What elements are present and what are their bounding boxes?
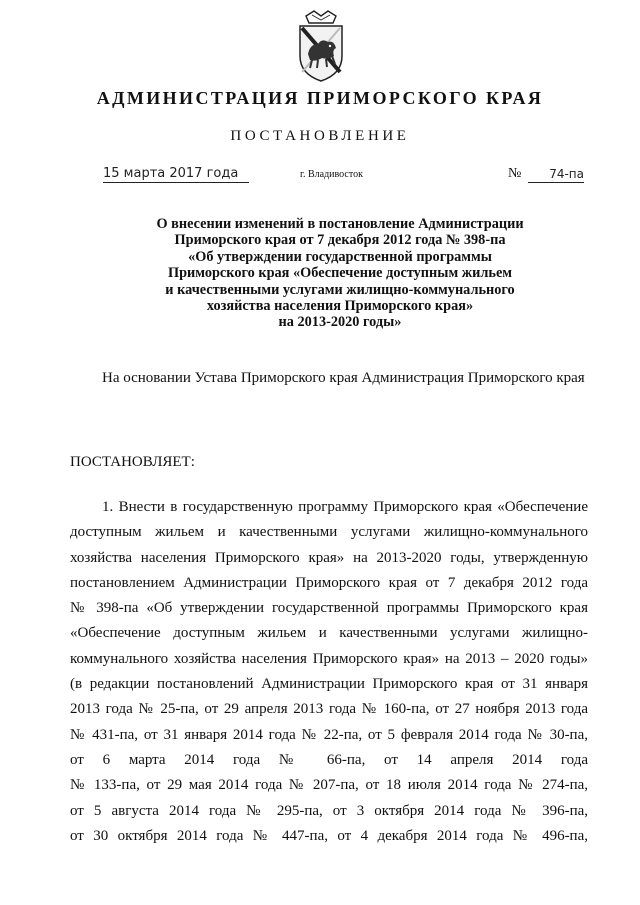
paragraph-line: доступным жильем и качественными услугами жилищно-коммунального	[70, 524, 588, 541]
paragraph-line: коммунального хозяйства населения Приморского края» на 2013 – 2020 годы»	[70, 650, 588, 667]
document-meta-row	[0, 164, 640, 188]
document-number: 74-па	[528, 166, 584, 183]
paragraph-line: хозяйства населения Приморского края» на 2013-2020 годы, утвержденную	[70, 549, 588, 566]
title-line: и качественными услугами жилищно-коммунального	[165, 281, 515, 298]
document-date: 15 марта 2017 года	[103, 166, 249, 183]
document-city: г. Владивосток	[300, 169, 363, 180]
title-line: хозяйства населения Приморского края»	[206, 298, 474, 315]
decree-word: ПОСТАНОВЛЯЕТ:	[70, 454, 195, 470]
coat-of-arms-emblem	[296, 10, 346, 82]
title-line: на 2013-2020 годы»	[278, 314, 402, 331]
paragraph-line: от 30 октября 2014 года № 447-па, от 4 декабря 2014 года № 496-па,	[70, 827, 588, 844]
paragraph-1	[70, 495, 588, 849]
title-line: Приморского края от 7 декабря 2012 года № 398-па	[174, 232, 506, 249]
paragraph-line: от 6 марта 2014 года № 66-па, от 14 апреля 2014 года	[70, 751, 588, 768]
paragraph-line: постановлением Администрации Приморского края от 7 декабря 2012 года	[70, 574, 588, 591]
paragraph-line: № 431-па, от 31 января 2014 года № 22-па, от 5 февраля 2014 года № 30-па,	[70, 726, 588, 743]
title-line: О внесении изменений в постановление Администрации	[156, 216, 524, 232]
paragraph-line: 2013 года № 25-па, от 29 апреля 2013 года № 160-па, от 27 ноября 2013 года	[70, 701, 588, 718]
paragraph-line: № 398-па «Об утверждении государственной программы Приморского края	[70, 600, 588, 617]
paragraph-line: № 133-па, от 29 мая 2014 года № 207-па, от 18 июля 2014 года № 274-па,	[70, 777, 588, 794]
paragraph-line: «Обеспечение доступным жильем и качественными услугами жилищно-	[70, 625, 588, 642]
paragraph-line: от 5 августа 2014 года № 295-па, от 3 октября 2014 года № 396-па,	[70, 802, 588, 819]
document-title	[120, 216, 560, 331]
basis-paragraph: На основании Устава Приморского края Администрация Приморского края	[102, 370, 585, 386]
paragraph-line: 1. Внести в государственную программу Приморского края «Обеспечение	[102, 499, 588, 515]
title-line: Приморского края «Обеспечение доступным жильем	[167, 265, 513, 282]
document-type: ПОСТАНОВЛЕНИЕ	[230, 128, 410, 144]
organization-name: АДМИНИСТРАЦИЯ ПРИМОРСКОГО КРАЯ	[96, 88, 544, 108]
document-number-label: №	[508, 166, 522, 181]
paragraph-line: (в редакции постановлений Администрации Приморского края от 31 января	[70, 676, 588, 693]
title-line: «Об утверждении государственной программы	[188, 248, 492, 265]
